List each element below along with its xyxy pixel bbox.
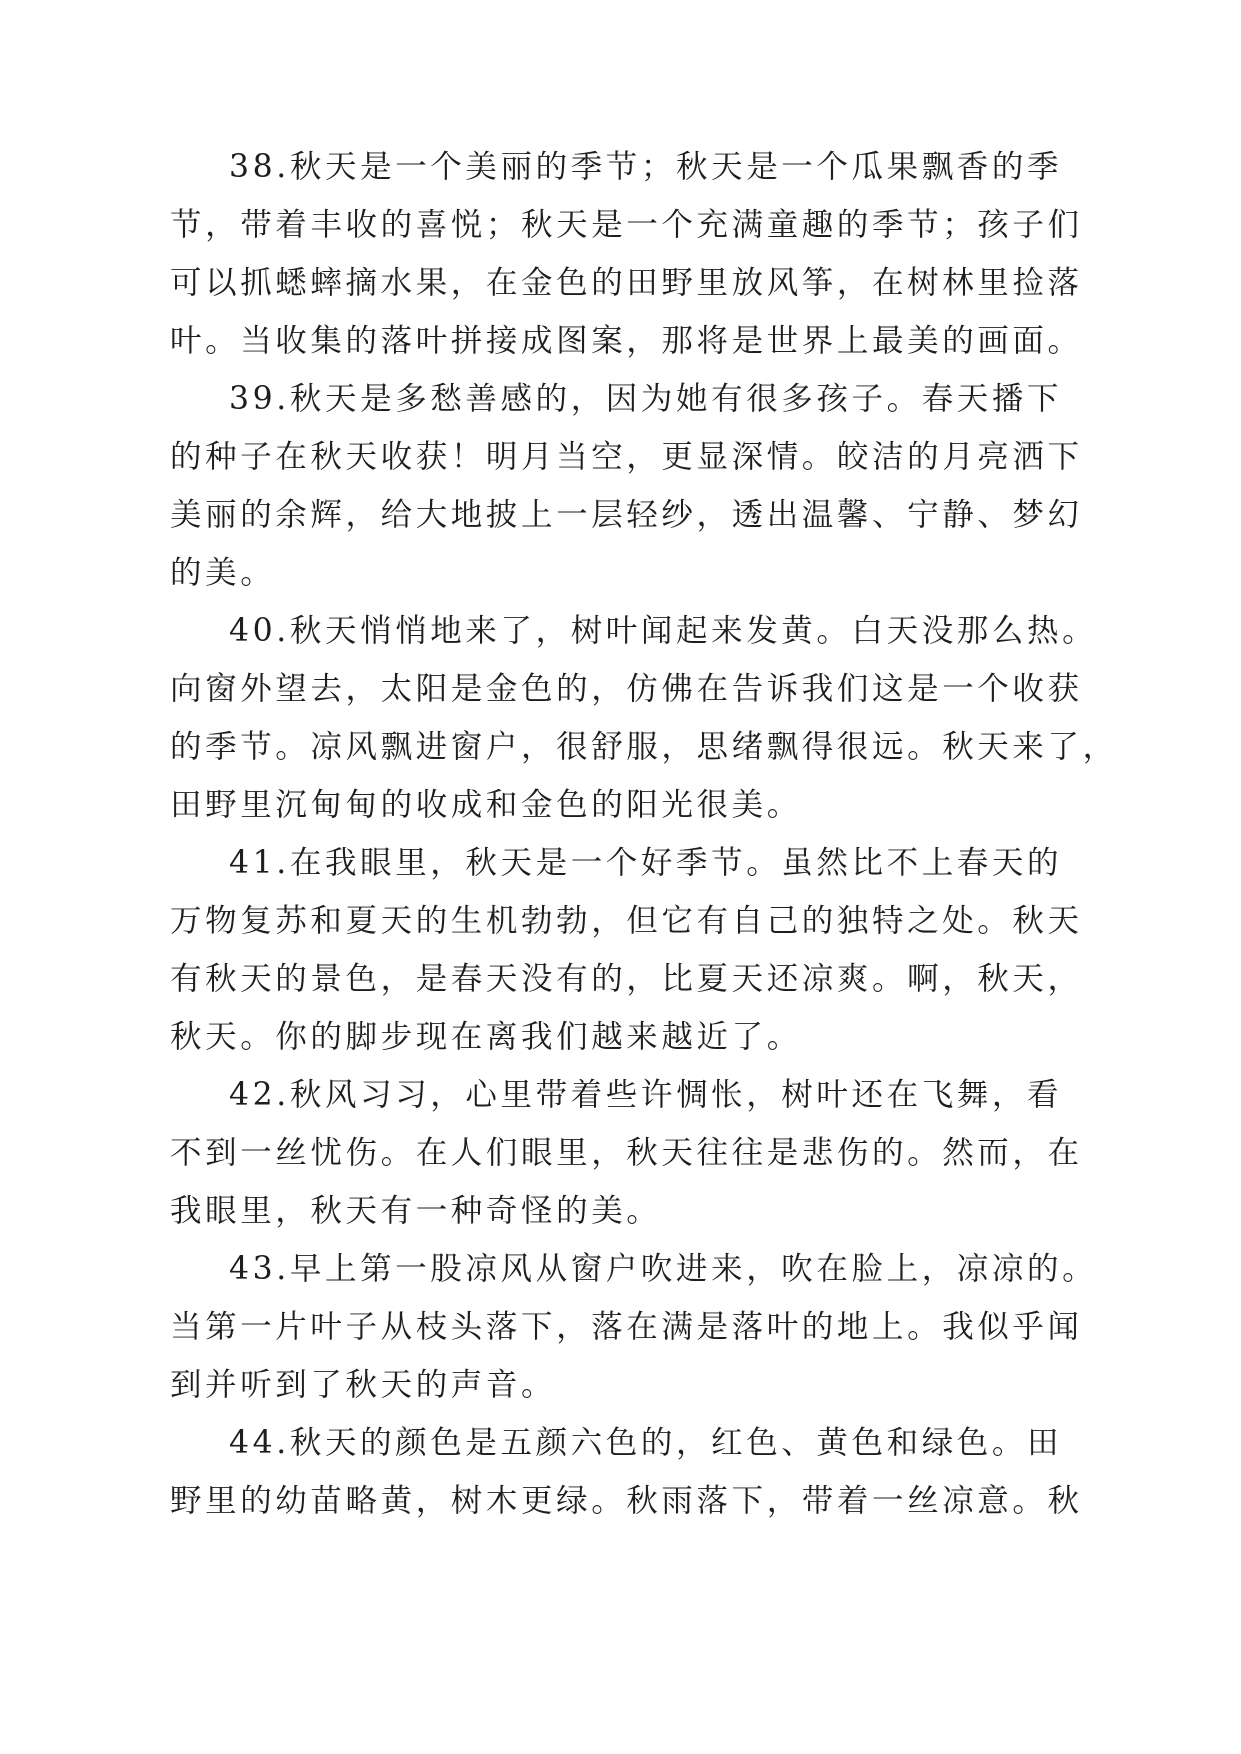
paragraph-line: 的季节。凉风飘进窗户，很舒服，思绪飘得很远。秋天来了，	[170, 729, 1118, 765]
paragraph-line: 秋天。你的脚步现在离我们越来越近了。	[170, 1019, 802, 1055]
paragraph-line: 可以抓蟋蟀摘水果，在金色的田野里放风筝，在树林里捡落	[170, 265, 1083, 301]
paragraph-line: 44.秋天的颜色是五颜六色的，红色、黄色和绿色。田	[229, 1425, 1063, 1461]
paragraph-line: 43.早上第一股凉风从窗户吹进来，吹在脸上，凉凉的。	[229, 1251, 1098, 1287]
paragraph-line: 美丽的余辉，给大地披上一层轻纱，透出温馨、宁静、梦幻	[170, 497, 1083, 533]
paragraph-line: 当第一片叶子从枝头落下，落在满是落叶的地上。我似乎闻	[170, 1309, 1083, 1345]
paragraph-line: 有秋天的景色，是春天没有的，比夏天还凉爽。啊，秋天，	[170, 961, 1083, 997]
paragraph-line: 节，带着丰收的喜悦；秋天是一个充满童趣的季节；孩子们	[170, 207, 1083, 243]
paragraph-line: 叶。当收集的落叶拼接成图案，那将是世界上最美的画面。	[170, 323, 1083, 359]
paragraph-line: 不到一丝忧伤。在人们眼里，秋天往往是悲伤的。然而，在	[170, 1135, 1083, 1171]
paragraph-line: 野里的幼苗略黄，树木更绿。秋雨落下，带着一丝凉意。秋	[170, 1483, 1083, 1519]
paragraph-line: 万物复苏和夏天的生机勃勃，但它有自己的独特之处。秋天	[170, 903, 1083, 939]
paragraph-line: 39.秋天是多愁善感的，因为她有很多孩子。春天播下	[229, 381, 1063, 417]
paragraph-line: 41.在我眼里，秋天是一个好季节。虽然比不上春天的	[229, 845, 1063, 881]
paragraph-line: 的种子在秋天收获！明月当空，更显深情。皎洁的月亮洒下	[170, 439, 1083, 475]
paragraph-line: 40.秋天悄悄地来了，树叶闻起来发黄。白天没那么热。	[229, 613, 1098, 649]
paragraph-line: 向窗外望去，太阳是金色的，仿佛在告诉我们这是一个收获	[170, 671, 1083, 707]
paragraph-line: 38.秋天是一个美丽的季节；秋天是一个瓜果飘香的季	[229, 149, 1063, 185]
paragraph-line: 的美。	[170, 555, 276, 591]
paragraph-line: 我眼里，秋天有一种奇怪的美。	[170, 1193, 662, 1229]
paragraph-line: 田野里沉甸甸的收成和金色的阳光很美。	[170, 787, 802, 823]
paragraph-line: 42.秋风习习，心里带着些许惆怅，树叶还在飞舞，看	[229, 1077, 1063, 1113]
paragraph-line: 到并听到了秋天的声音。	[170, 1367, 557, 1403]
